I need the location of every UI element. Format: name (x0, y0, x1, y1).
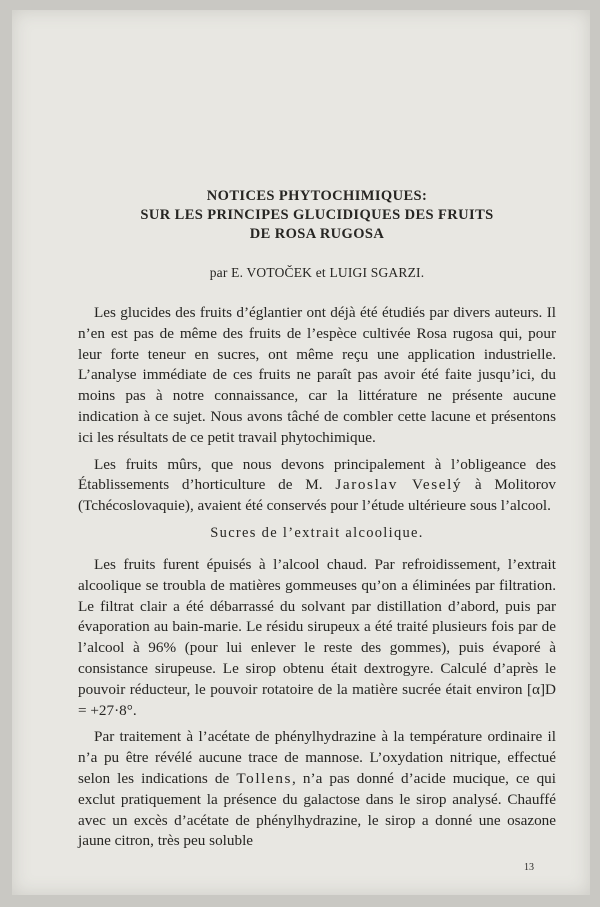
section-heading: Sucres de l’extrait alcoolique. (210, 524, 424, 541)
paragraph-fruits (78, 455, 556, 517)
title-line-2: SUR LES PRINCIPES GLUCIDIQUES DES FRUITS (140, 207, 494, 223)
paragraph-extraction: Les fruits furent épuisés à l’alcool chaud. Par refroidissement, l’extrait alcoolique se troubla de matières gommeuses qu’on a éliminées par filtration. Le filtrat clair a été débarrassé du solvant par distillation d’abord, puis par évaporation au bain-marie. Le résidu sirupeux a été traité plusieurs fois par de l’alcool à 96% (pour lui enlever le reste des gommes), puis évaporé à consistance sirupeuse. Le sirop obtenu était dextrogyre. Calculé d’après le pouvoir réducteur, le pouvoir rotatoire de la matière sucrée était environ [α]D = +27·8°. (78, 555, 556, 719)
journal-page (12, 10, 590, 895)
article-title (78, 187, 556, 244)
paragraph-oxidation (78, 727, 556, 852)
authors-prefix: par (209, 265, 228, 280)
paragraph-intro: Les glucides des fruits d’églantier ont déjà été étudiés par divers auteurs. Il n’en est pas de même des fruits de l’espèce cultivée Rosa rugosa qui, pour leur forte teneur en sucres, ont même reçu une application industrielle. L’analyse immédiate de ces fruits ne paraît pas avoir été faite jusqu’ici, du moins pas à notre connaissance, car la littérature ne présente aucune indication à ce sujet. Nous avons tâché de combler cette lacune et présentons ici les résultats de ce petit travail phytochimique. (78, 304, 556, 446)
supplier-name: Jaroslav Veselý (335, 476, 463, 494)
paragraph-oxidation-end: , n’a pas donné d’acide mucique, ce qui exclut pratiquement la présence du galactose dans le sirop analysé. Chauffé avec un excès d’acétate de phénylhydrazine, le sirop a donné une osazone jaune citron, très peu soluble (78, 769, 556, 850)
article-body (78, 187, 556, 858)
paragraph-fruits-start: Les fruits mûrs, que nous devons principalement à l’obligeance des Établissements d’horticulture de M. (78, 455, 556, 494)
paragraph-oxidation-start: Par traitement à l’acétate de phénylhydrazine à la température ordinaire il n’a pu être révélé aucune trace de mannose. L’oxydation nitrique, effectué selon les indications de (78, 728, 556, 787)
author-1: E. VOTOČEK (231, 265, 313, 280)
paragraph-fruits-end: à Molitorov (Tchécoslovaquie), avaient été conservés pour l’étude ultérieure sous l’alcool. (78, 476, 557, 515)
title-line-3: DE ROSA RUGOSA (249, 226, 385, 242)
cited-author: Tollens (236, 769, 293, 787)
title-line-1: NOTICES PHYTOCHIMIQUES: (206, 188, 428, 204)
author-2: LUIGI SGARZI. (329, 265, 425, 280)
author-line (78, 265, 556, 281)
page-number: 13 (524, 862, 534, 873)
authors-joiner: et (315, 265, 326, 280)
